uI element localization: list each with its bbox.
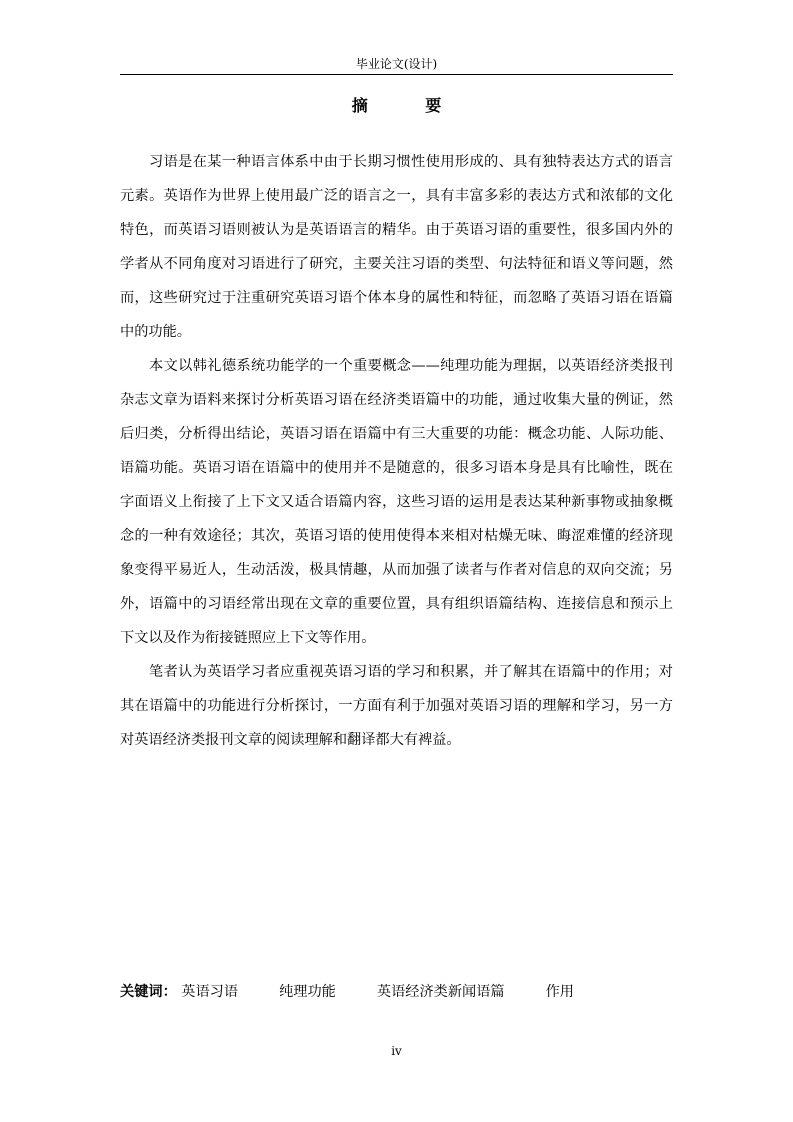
page-number: iv — [391, 1044, 402, 1058]
keywords-label: 关键词： — [120, 984, 177, 1000]
abstract-paragraph-3: 笔者认为英语学习者应重视英语习语的学习和积累，并了解其在语篇中的作用；对其在语篇中的功能进行分析探讨，一方面有利于加强对英语习语的理解和学习，另一方对英语经济类报刊文章的阅读理解和翻译都大有裨益。 — [120, 664, 673, 748]
keyword-item: 作用 — [545, 984, 574, 1000]
header-rule — [120, 74, 673, 75]
keyword-item: 英语经济类新闻语篇 — [376, 984, 505, 1000]
keyword-item: 纯理功能 — [279, 984, 336, 1000]
keywords-line — [120, 981, 673, 1003]
abstract-body — [120, 145, 673, 757]
abstract-paragraph-1: 习语是在某一种语言体系中由于长期习惯性使用形成的、具有独特表达方式的语言元素。英语作为世界上使用最广泛的语言之一，具有丰富多彩的表达方式和浓郁的文化特色，而英语习语则被认为是英语语言的精华。由于英语习语的重要性，很多国内外的学者从不同角度对习语进行了研究，主要关注习语的类型、句法特征和语义等问题，然而，这些研究过于注重研究英语习语个体本身的属性和特征，而忽略了英语习语在语篇中的功能。 — [120, 154, 673, 340]
abstract-title: 摘 要 — [351, 96, 468, 115]
keyword-item: 英语习语 — [181, 984, 239, 1000]
running-header: 毕业论文(设计) — [355, 57, 438, 71]
abstract-paragraph-2: 本文以韩礼德系统功能学的一个重要概念——纯理功能为理据，以英语经济类报刊杂志文章为语料来探讨分析英语习语在经济类语篇中的功能，通过收集大量的例证，然后归类，分析得出结论，英语习语在语篇中有三大重要的功能：概念功能、人际功能、语篇功能。英语习语在语篇中的使用并不是随意的，很多习语本身是具有比喻性，既在字面语义上衔接了上下文又适合语篇内容，这些习语的运用是表达某种新事物或抽象概念的一种有效途径；其次，英语习语的使用使得本来相对枯燥无味、晦涩难懂的经济现象变得平易近人，生动活泼，极具情趣，从而加强了读者与作者对信息的双向交流；另外，语篇中的习语经常出现在文章的重要位置，具有组织语篇结构、连接信息和预示上下文以及作为衔接链照应上下文等作用。 — [120, 358, 673, 646]
